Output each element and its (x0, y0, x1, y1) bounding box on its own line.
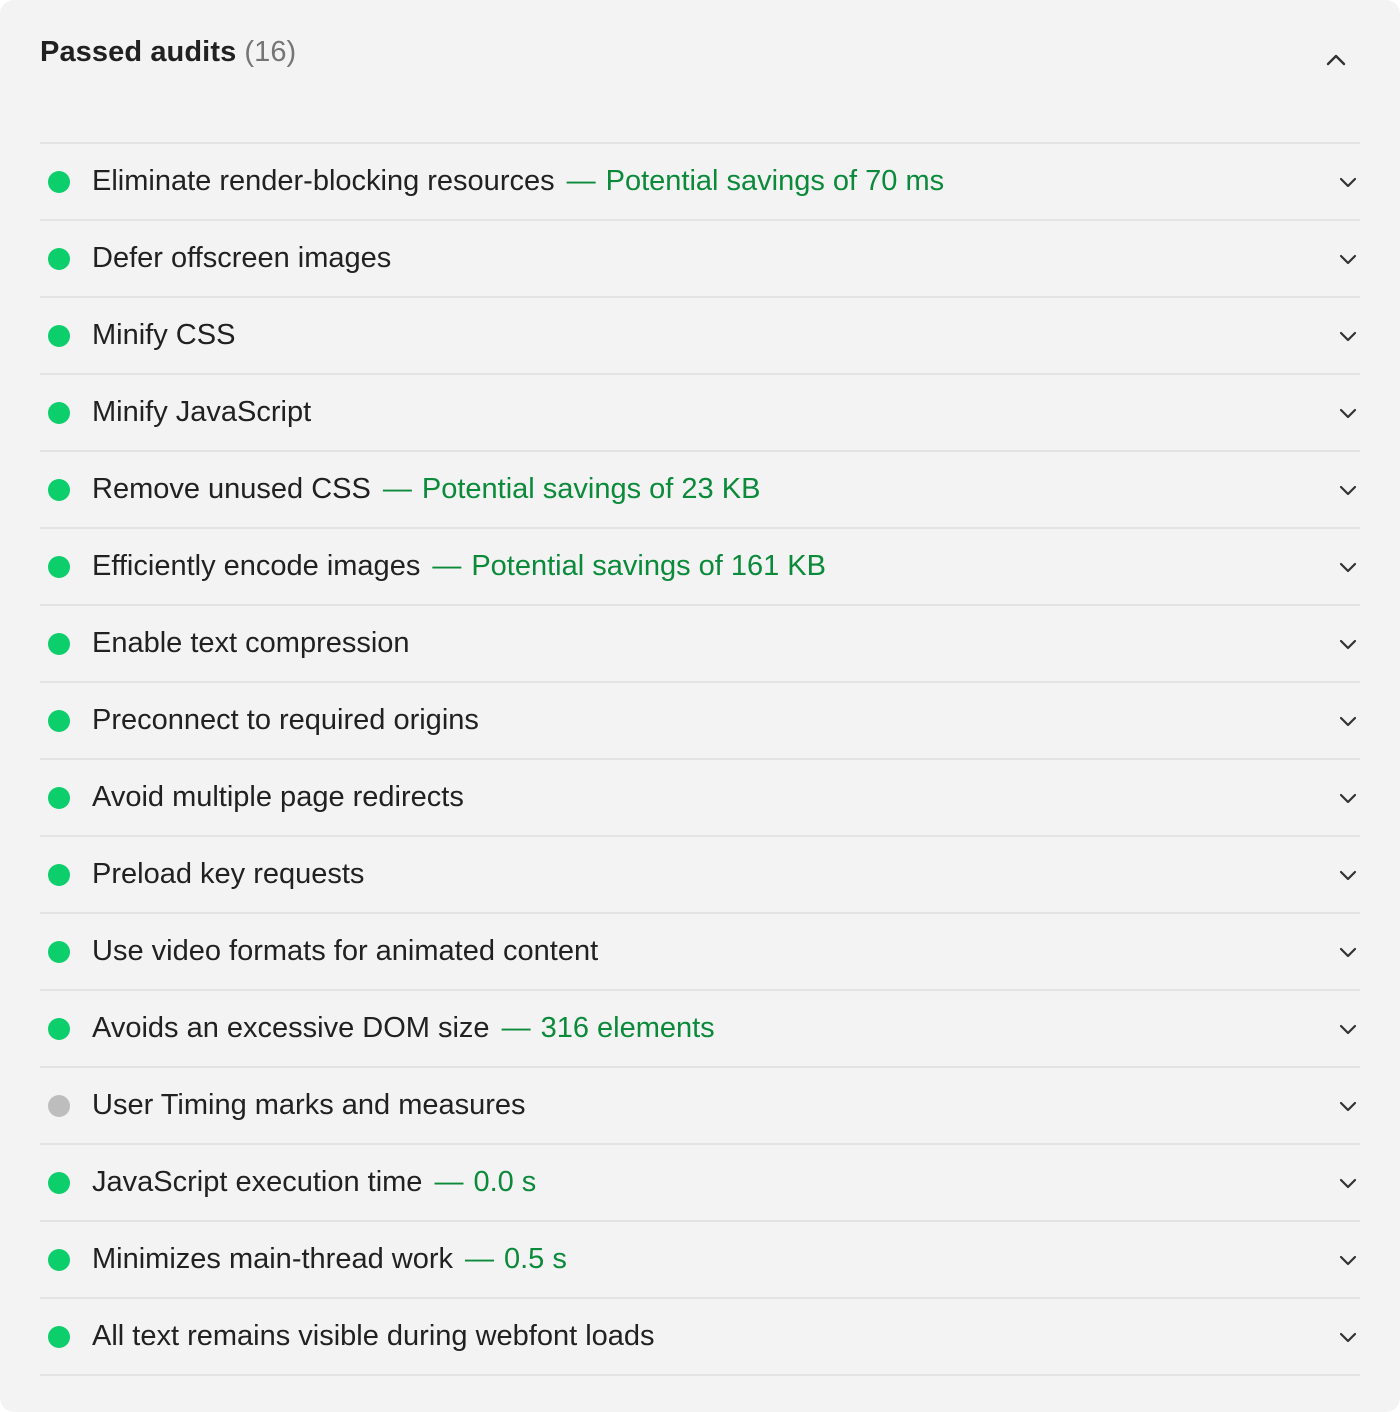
audit-row[interactable] (40, 683, 1360, 760)
audit-text (92, 1012, 1336, 1045)
pass-status-dot-icon (48, 864, 70, 886)
audit-text (92, 1166, 1336, 1199)
audit-list (40, 142, 1360, 1376)
audit-text (92, 396, 1336, 429)
audit-title: Avoid multiple page redirects (92, 781, 464, 813)
chevron-down-icon[interactable] (1336, 1017, 1360, 1041)
audit-display-value: 0.0 s (473, 1166, 537, 1198)
audit-display-value: Potential savings of 161 KB (471, 550, 826, 582)
audit-title: Avoids an excessive DOM size (92, 1012, 490, 1044)
chevron-down-icon[interactable] (1336, 324, 1360, 348)
audit-display-value: 316 elements (540, 1012, 715, 1044)
pass-status-dot-icon (48, 402, 70, 424)
pass-status-dot-icon (48, 710, 70, 732)
informative-status-dot-icon (48, 1095, 70, 1117)
audit-title: All text remains visible during webfont loads (92, 1320, 655, 1352)
audit-title: Minify JavaScript (92, 396, 312, 428)
pass-status-dot-icon (48, 941, 70, 963)
passed-audits-header[interactable] (40, 0, 1360, 110)
audit-text (92, 1243, 1336, 1276)
audit-title: Eliminate render-blocking resources (92, 165, 555, 197)
audit-separator: — (382, 473, 412, 505)
audit-text (92, 858, 1336, 891)
pass-status-dot-icon (48, 633, 70, 655)
audit-separator: — (432, 550, 462, 582)
audit-text (92, 550, 1336, 583)
audit-title: Minimizes main-thread work (92, 1243, 453, 1275)
section-title-label: Passed audits (40, 36, 237, 68)
chevron-down-icon[interactable] (1336, 863, 1360, 887)
section-title (40, 36, 296, 69)
chevron-down-icon[interactable] (1336, 940, 1360, 964)
audit-row[interactable] (40, 837, 1360, 914)
audit-text (92, 242, 1336, 275)
chevron-up-icon[interactable] (1322, 46, 1350, 74)
audit-row[interactable] (40, 452, 1360, 529)
audit-display-value: Potential savings of 23 KB (421, 473, 761, 505)
chevron-down-icon[interactable] (1336, 170, 1360, 194)
audit-row[interactable] (40, 529, 1360, 606)
audit-title: Preload key requests (92, 858, 365, 890)
audit-row[interactable] (40, 1145, 1360, 1222)
audit-title: User Timing marks and measures (92, 1089, 526, 1121)
pass-status-dot-icon (48, 325, 70, 347)
audit-display-value: Potential savings of 70 ms (605, 165, 945, 197)
audit-row[interactable] (40, 760, 1360, 837)
audit-text (92, 704, 1336, 737)
pass-status-dot-icon (48, 479, 70, 501)
chevron-down-icon[interactable] (1336, 1248, 1360, 1272)
chevron-down-icon[interactable] (1336, 555, 1360, 579)
audit-row[interactable] (40, 298, 1360, 375)
chevron-down-icon[interactable] (1336, 247, 1360, 271)
pass-status-dot-icon (48, 1249, 70, 1271)
pass-status-dot-icon (48, 787, 70, 809)
audit-row[interactable] (40, 375, 1360, 452)
audit-text (92, 165, 1336, 198)
audit-separator: — (465, 1243, 494, 1275)
pass-status-dot-icon (48, 1326, 70, 1348)
audit-count: (16) (244, 36, 297, 68)
audit-text (92, 319, 1336, 352)
pass-status-dot-icon (48, 556, 70, 578)
audit-row[interactable] (40, 1299, 1360, 1376)
audit-text (92, 935, 1336, 968)
chevron-down-icon[interactable] (1336, 786, 1360, 810)
audit-title: Defer offscreen images (92, 242, 392, 274)
pass-status-dot-icon (48, 1018, 70, 1040)
audit-row[interactable] (40, 221, 1360, 298)
audit-title: Enable text compression (92, 627, 410, 659)
chevron-down-icon[interactable] (1336, 401, 1360, 425)
audit-title: Use video formats for animated content (92, 935, 599, 967)
audit-row[interactable] (40, 1222, 1360, 1299)
audit-separator: — (566, 165, 596, 197)
audit-text (92, 1320, 1336, 1353)
audit-text (92, 627, 1336, 660)
chevron-down-icon[interactable] (1336, 632, 1360, 656)
audit-title: Preconnect to required origins (92, 704, 479, 736)
chevron-down-icon[interactable] (1336, 478, 1360, 502)
chevron-down-icon[interactable] (1336, 1094, 1360, 1118)
audit-row[interactable] (40, 606, 1360, 683)
audit-title: Efficiently encode images (92, 550, 421, 582)
chevron-down-icon[interactable] (1336, 1171, 1360, 1195)
audit-text (92, 1089, 1336, 1122)
audit-title: Remove unused CSS (92, 473, 371, 505)
audit-separator: — (501, 1012, 531, 1044)
audit-row[interactable] (40, 144, 1360, 221)
chevron-down-icon[interactable] (1336, 1325, 1360, 1349)
audit-separator: — (434, 1166, 464, 1198)
audit-row[interactable] (40, 991, 1360, 1068)
pass-status-dot-icon (48, 171, 70, 193)
chevron-down-icon[interactable] (1336, 709, 1360, 733)
pass-status-dot-icon (48, 1172, 70, 1194)
audit-row[interactable] (40, 914, 1360, 991)
audit-title: Minify CSS (92, 319, 236, 351)
pass-status-dot-icon (48, 248, 70, 270)
audit-text (92, 781, 1336, 814)
audit-row[interactable] (40, 1068, 1360, 1145)
audit-title: JavaScript execution time (92, 1166, 423, 1198)
audit-display-value: 0.5 s (504, 1243, 567, 1275)
audit-text (92, 473, 1336, 506)
